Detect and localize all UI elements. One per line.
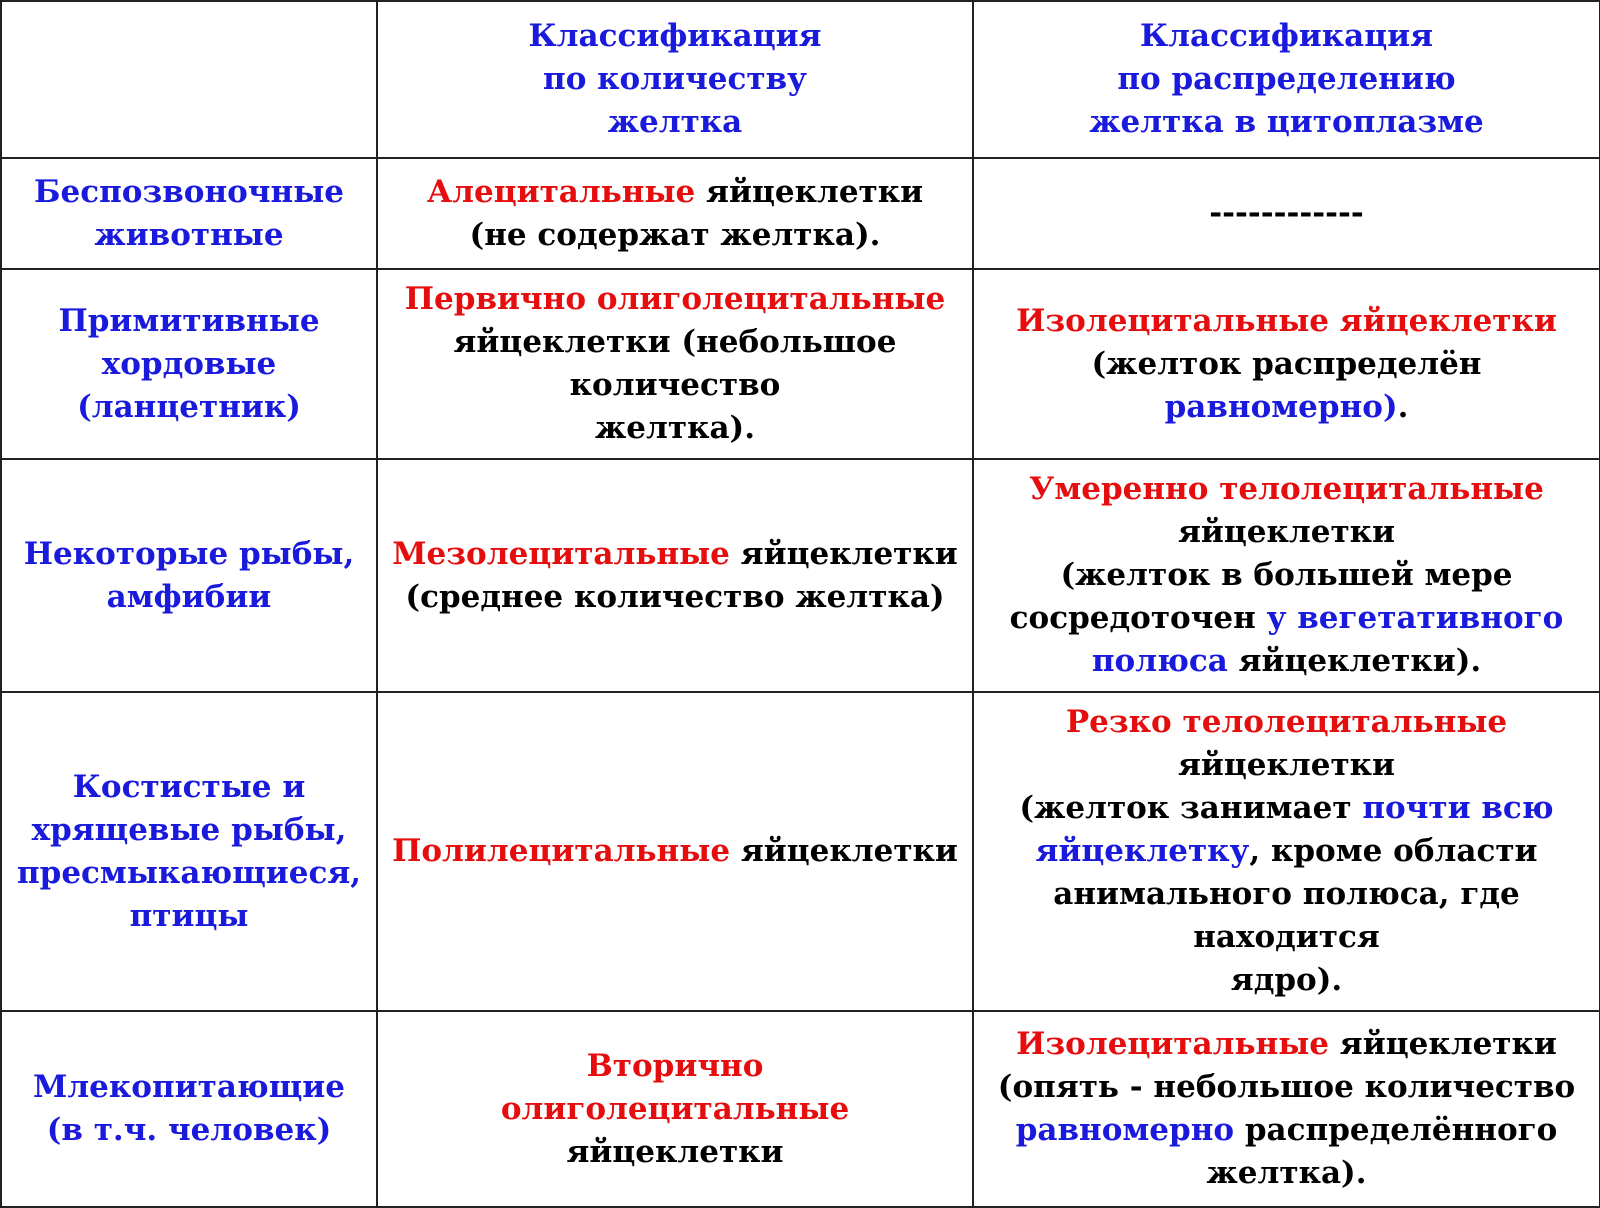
cell-line [984, 959, 1589, 1002]
table-row [1, 1011, 1600, 1207]
cell-text: , кроме области [1249, 833, 1538, 869]
emphasis-text: почти всю [1362, 790, 1554, 826]
cell-line [984, 1109, 1589, 1152]
animal-group-line: Некоторые рыбы, [23, 535, 355, 572]
table-row [1, 459, 1600, 692]
cell-line [388, 576, 962, 619]
header-line: желтка [607, 104, 743, 140]
cell-line [984, 468, 1589, 511]
header-line: Классификация [1139, 18, 1434, 54]
by-amount-cell [377, 1011, 973, 1207]
cell-line [984, 1152, 1589, 1195]
cell-text: желтка). [1206, 1155, 1367, 1191]
cell-line [984, 787, 1589, 830]
highlight-term: олиголецитальные [500, 1090, 850, 1127]
cell-text: яйцеклетки [1177, 514, 1396, 550]
cell-line [984, 830, 1589, 873]
highlight-term: Резко телолецитальные [1065, 704, 1508, 740]
animal-group-line: пресмыкающиеся, [16, 854, 362, 891]
cell-text: яйцеклетки [1329, 1026, 1557, 1062]
cell-line [984, 511, 1589, 554]
animal-group-line: (ланцетник) [77, 388, 301, 425]
cell-line [388, 278, 962, 321]
by-distribution-cell [973, 158, 1600, 269]
emphasis-text: равномерно) [1164, 388, 1398, 425]
cell-line [388, 1088, 962, 1131]
cell-text: (желток занимает [1019, 790, 1363, 826]
header-row [1, 1, 1600, 158]
animal-group-line: животные [94, 216, 284, 253]
highlight-term: Первично олиголецитальные [404, 281, 946, 317]
cell-text: сосредоточен [1009, 600, 1267, 636]
highlight-term: Изолецитальные [1016, 1026, 1330, 1062]
highlight-term: Вторично [586, 1047, 764, 1084]
cell-text: яйцеклетки [695, 173, 924, 210]
header-cell-empty [1, 1, 377, 158]
emphasis-text: у вегетативного [1266, 600, 1564, 636]
highlight-term: Алецитальные [426, 173, 696, 210]
cell-text: (желток в большей мере [1060, 557, 1513, 593]
cell-line [984, 744, 1589, 787]
by-distribution-cell [973, 1011, 1600, 1207]
cell-text: яйцеклетки [566, 1133, 784, 1170]
animal-group-line: хордовые [101, 345, 277, 382]
cell-text: (опять - небольшое количество [997, 1069, 1576, 1105]
cell-line [984, 701, 1589, 744]
cell-line [388, 830, 962, 873]
animal-group-line: амфибии [106, 578, 272, 615]
cell-text: (среднее количество желтка) [405, 578, 945, 615]
table-row [1, 158, 1600, 269]
cell-line [984, 1023, 1589, 1066]
header-line: по количеству [543, 61, 807, 97]
animal-group-line: Беспозвоночные [34, 173, 344, 210]
cell-text: (не содержат желтка). [469, 216, 881, 253]
cell-line [388, 321, 962, 407]
table-row [1, 692, 1600, 1011]
header-cell-by-amount [377, 1, 973, 158]
cell-text: . [1397, 388, 1409, 425]
by-amount-cell [377, 692, 973, 1011]
cell-line [984, 640, 1589, 683]
cell-text: яйцеклетки). [1227, 643, 1482, 679]
animal-group-line: (в т.ч. человек) [46, 1112, 332, 1148]
cell-text: яйцеклетки (небольшое количество [453, 324, 897, 403]
by-amount-cell [377, 158, 973, 269]
cell-line [388, 533, 962, 576]
by-distribution-cell [973, 269, 1600, 459]
cell-line [984, 597, 1589, 640]
cell-line [984, 554, 1589, 597]
by-distribution-cell [973, 459, 1600, 692]
cell-line [984, 873, 1589, 959]
cell-text: (желток распределён [1091, 345, 1482, 382]
table-row [1, 269, 1600, 459]
cell-line [984, 192, 1589, 235]
cell-line [388, 1131, 962, 1174]
cell-text: ядро). [1230, 962, 1343, 998]
cell-text: анимального полюса, где находится [1053, 876, 1520, 955]
cell-line [984, 300, 1589, 343]
header-line: Классификация [528, 18, 822, 54]
cell-text: яйцеклетки [730, 833, 958, 869]
by-amount-cell [377, 269, 973, 459]
animal-group-line: хрящевые рыбы, [31, 811, 347, 848]
header-line: по распределению [1117, 61, 1456, 97]
by-amount-cell [377, 459, 973, 692]
cell-line [388, 214, 962, 257]
cell-text: ------------ [1209, 195, 1364, 231]
header-line: желтка в цитоплазме [1089, 104, 1484, 140]
highlight-term: Полилецитальные [392, 833, 731, 869]
emphasis-text: яйцеклетку [1035, 833, 1250, 869]
animal-group-cell [1, 1011, 377, 1207]
cell-line [984, 343, 1589, 429]
animal-group-cell [1, 459, 377, 692]
cell-line [388, 407, 962, 450]
emphasis-text: полюса [1091, 643, 1228, 679]
emphasis-text: равномерно [1015, 1112, 1235, 1148]
animal-group-line: Примитивные [58, 302, 320, 339]
animal-group-line: Костистые и [72, 768, 306, 805]
by-distribution-cell [973, 692, 1600, 1011]
animal-group-cell [1, 692, 377, 1011]
cell-text: яйцеклетки [729, 535, 958, 572]
highlight-term: Умеренно телолецитальные [1029, 471, 1544, 507]
cell-line [388, 1045, 962, 1088]
cell-text: желтка). [594, 410, 756, 446]
cell-text: распределённого [1234, 1112, 1558, 1148]
cell-line [984, 1066, 1589, 1109]
animal-group-cell [1, 269, 377, 459]
cell-line [388, 171, 962, 214]
header-cell-by-distribution [973, 1, 1600, 158]
animal-group-line: Млекопитающие [33, 1069, 345, 1105]
animal-group-cell [1, 158, 377, 269]
cell-text: яйцеклетки [1177, 747, 1396, 783]
highlight-term: Мезолецитальные [392, 535, 730, 572]
animal-group-line: птицы [129, 897, 249, 934]
highlight-term: Изолецитальные яйцеклетки [1016, 302, 1557, 339]
